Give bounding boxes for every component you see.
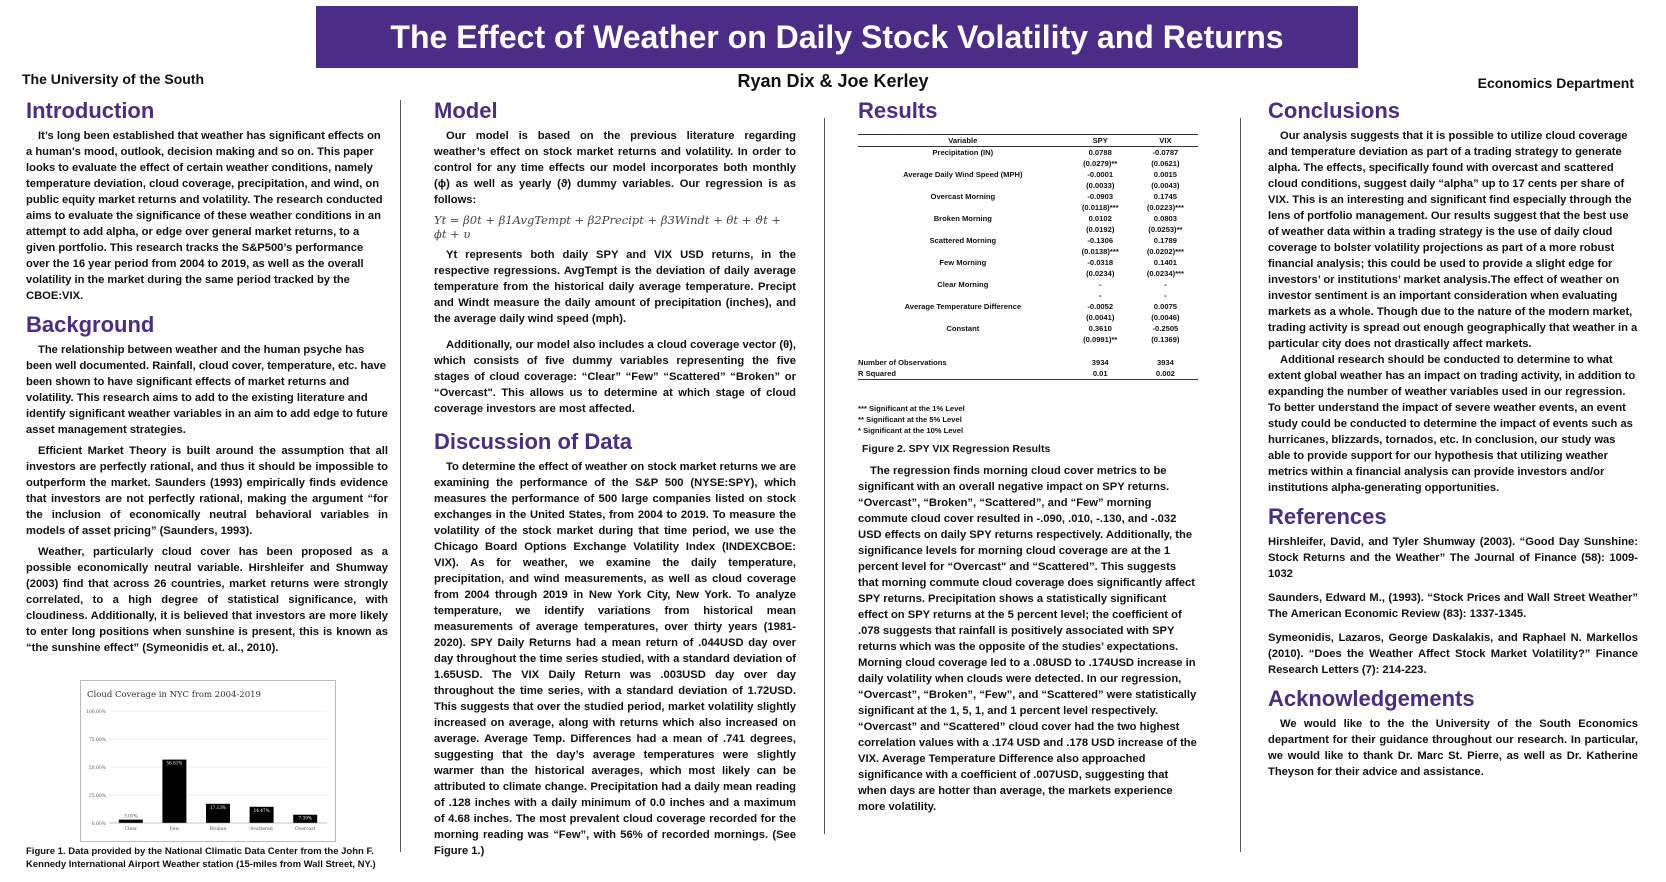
- table-cell-variable: [858, 224, 1068, 235]
- background-heading: Background: [26, 312, 155, 337]
- table-row: [858, 202, 1198, 213]
- table-row: [858, 191, 1198, 202]
- department-name: Economics Department: [1477, 75, 1634, 91]
- conclusions-text-2: Additional research should be conducted to determine to what extent global weather has an impact on trading activity, in addition to expanding the number of weather variables used in our regression. To better understand the impact of severe weather events, an event study could be conducted to determine the impact of events such as hurricanes, blizzards, tornados, etc. In conclusion, our study was able to provide support for our hypothesis that utilizing weather metrics within a financial analysis can provide investors and/or institutions alpha-generating opportunities.: [1268, 354, 1636, 494]
- cloud-coverage-chart-svg: [81, 681, 335, 841]
- results-heading: Results: [858, 98, 938, 123]
- table-row: [858, 235, 1198, 246]
- r-squared-vix: 0.002: [1155, 369, 1175, 378]
- reference-1: Hirshleifer, David, and Tyler Shumway (2003). “Good Day Sunshine: Stock Returns and the Weather” The Journal of Finance (58): 1009-1032: [1268, 536, 1638, 580]
- table-cell-spy: -0.0903: [1087, 192, 1114, 201]
- table-cell-vix: (0.0253)**: [1148, 225, 1183, 234]
- bar-data-label: 17.13%: [210, 804, 226, 810]
- table-row: [858, 224, 1198, 235]
- table-row: [858, 246, 1198, 257]
- x-tick-label: Few: [169, 827, 180, 832]
- table-cell-variable: Average Temperature Difference: [904, 302, 1022, 311]
- table-row: [858, 268, 1198, 279]
- table-cell-variable: [858, 334, 1068, 345]
- table-cell-variable: [858, 158, 1068, 169]
- table-cell-vix: 0.1401: [1153, 258, 1178, 267]
- sig-note-5pct: ** Significant at the 5% Level: [858, 415, 962, 424]
- table-cell-variable: Average Daily Wind Speed (MPH): [903, 170, 1023, 179]
- model-text-1: Our model is based on the previous literature regarding weather’s effect on stock market returns and volatility. In order to control for any time effects our model incorporates both monthly (ϕ) as well as yearly (ϑ) dummy variables. Our regression is as follows:: [434, 130, 796, 206]
- table-cell-variable: [858, 246, 1068, 257]
- column-divider-3: [1240, 118, 1241, 852]
- table-cell-variable: [858, 290, 1068, 301]
- table-cell-variable: Constant: [946, 324, 980, 333]
- table-header-variable: Variable: [858, 135, 1068, 147]
- chart-title: Cloud Coverage in NYC from 2004-2019: [87, 690, 261, 700]
- table-cell-spy: -0.0001: [1087, 170, 1114, 179]
- table-cell-spy: -0.0052: [1087, 302, 1114, 311]
- background-text-1: The relationship between weather and the human psyche has been well documented. Rainfall, cloud cover, temperature, etc. have been shown to have significant effects of market returns and volatility. This research aims to add to the existing literature and identify significant weather variables in an aim to add edge to future asset management strategies.: [26, 344, 388, 436]
- table-header-vix: VIX: [1133, 135, 1198, 147]
- table-cell-variable: Clear Morning: [937, 280, 989, 289]
- table-cell-vix: (0.0621): [1151, 159, 1180, 168]
- table-row: [858, 312, 1198, 323]
- column-4: [1268, 98, 1638, 785]
- university-name: The University of the South: [22, 71, 205, 87]
- x-tick-label: Overcast: [295, 827, 316, 832]
- table-row: [858, 169, 1198, 180]
- table-row: [858, 290, 1198, 301]
- table-cell-spy: (0.0041): [1086, 313, 1115, 322]
- table-cell-variable: Broken Morning: [933, 214, 992, 223]
- y-tick-label: 75.00%: [88, 738, 106, 743]
- table-row: [858, 279, 1198, 290]
- table-row: [858, 180, 1198, 191]
- reference-3: Symeonidis, Lazaros, George Daskalakis, and Raphael N. Markellos (2010). “Does the Weather Affect Stock Market Volatility?” Finance Research Letters (7): 214-223.: [1268, 632, 1638, 676]
- x-tick-label: Clear: [124, 827, 137, 832]
- reference-2: Saunders, Edward M., (1993). “Stock Prices and Wall Street Weather” The American Economic Review (83): 1337-1345.: [1268, 592, 1638, 620]
- discussion-text: To determine the effect of weather on stock market returns we are examining the performance of the S&P 500 (NYSE:SPY), which measures the performance of 500 large companies listed on stock exchanges in the United States, from 2004 to 2019. To measure the volatility of the stock market during that time period, we use the Chicago Board Options Exchange Volatility Index (INDEXCBOE: VIX). As for weather, we examine the daily temperature, precipitation, and wind measurements, as well as cloud coverage from 2004 through 2019 in New York City, New York. To analyze temperature, we identify variations from historical mean measurements of average temperatures, over thirty years (1981-2020). SPY Daily Returns had a mean return of .044USD day over day throughout the time series studied, with a standard deviation of 1.65USD. The VIX Daily Return was .003USD day over day throughout the time series, with a standard deviation of 1.72USD. This suggests that over the studied period, market volatility slightly increased on average, along with returns which also increased on average. Average Temp. Differences had a mean of .741 degrees, suggesting that the day’s average temperatures were slightly warmer than the historical averages, which most likely can be attributed to climate change. Precipitation had a daily mean reading of .128 inches with a daily minimum of 0.0 inches and a maximum of 4.68 inches. The most prevalent cloud coverage recorded for the morning reading was “Few”, with 56% of recorded mornings. (See Figure 1.): [434, 461, 796, 857]
- background-text-2: Efficient Market Theory is built around the assumption that all investors are perfectly rational, and thus it should be impossible to outperform the market. Saunders (1993) empirically finds evidence that investors are not perfectly rational, making the argument “for the inclusion of economically neutral behavioral variables in models of asset pricing” (Saunders, 1993).: [26, 445, 388, 537]
- table-cell-spy: (0.0279)**: [1083, 159, 1118, 168]
- y-tick-label: 25.00%: [88, 794, 106, 799]
- r-squared-label: R Squared: [858, 369, 896, 378]
- table-cell-vix: (0.0046): [1151, 313, 1180, 322]
- column-divider-2: [824, 118, 825, 834]
- x-tick-label: Broken: [209, 827, 227, 832]
- model-text-2: Yt represents both daily SPY and VIX USD returns, in the respective regressions. AvgTempt is the deviation of daily average temperature from the historical daily average temperature. Precipt and Windt measure the daily amount of precipitation (inches), and the average daily wind speed (mph).: [434, 249, 796, 325]
- table-row: [858, 323, 1198, 334]
- table-cell-spy: (0.0118)***: [1081, 203, 1119, 212]
- column-3: [858, 98, 1198, 128]
- conclusions-text-1: Our analysis suggests that it is possible to utilize cloud coverage and temperature deviation as part of a trading strategy to generate alpha. The effects, specifically found with overcast and scattered cloud conditions, suggest daily “alpha” up to 17 cents per share of VIX. This is an interesting and significant find especially through the lens of portfolio management. Our results suggest that the best use of weather data within a trading strategy is the use of daily cloud coverage to bolster volatility projections as part of a more robust financial analysis; this could be used to provide a slight edge for investors’ or institutions’ market analysis.The effect of weather on investor sentiment is an important consideration when evaluating markets as a whole. Though due to the nature of the modern market, trading activity is spread out enough geographically that weather in a particular city does not drastically affect markets.: [1268, 130, 1638, 350]
- table-cell-vix: 0.1789: [1153, 236, 1178, 245]
- table-cell-vix: 0.0075: [1153, 302, 1178, 311]
- table-row: [858, 301, 1198, 312]
- background-text-3: Weather, particularly cloud cover has been proposed as a possible economically neutral variable. Hirshleifer and Shumway (2003) find that across 26 countries, market returns were strongly correlated, to a high degree of statistical significance, with cloudiness. Additionally, it is believed that investors are more likely to enter long positions when sunshine is present, this is known as “the sunshine effect” (Symeonidis et. al., 2010).: [26, 546, 388, 654]
- column-divider-1: [400, 100, 401, 852]
- y-tick-label: 100.00%: [85, 710, 106, 715]
- bar-data-label: 14.47%: [253, 807, 270, 813]
- bar-data-label: 3.01%: [124, 813, 138, 819]
- table-cell-vix: 0.1745: [1153, 192, 1178, 201]
- bar-data-label: 56.61%: [166, 760, 183, 766]
- table-cell-spy: -: [1098, 280, 1102, 289]
- table-row: [858, 257, 1198, 268]
- table-cell-spy: 0.0102: [1088, 214, 1112, 223]
- table-cell-spy: (0.0991)**: [1083, 335, 1118, 344]
- table-cell-spy: 0.0788: [1088, 148, 1112, 157]
- table-cell-spy: 0.3610: [1088, 324, 1112, 333]
- cloud-coverage-chart: [80, 680, 336, 842]
- table-cell-vix: (0.0202)***: [1146, 247, 1184, 256]
- table-cell-vix: -0.2505: [1152, 324, 1179, 333]
- regression-table: [858, 134, 1198, 380]
- bar-data-label: 7.39%: [298, 815, 312, 821]
- table-row: [858, 147, 1198, 159]
- table-cell-spy: (0.0234): [1086, 269, 1115, 278]
- sig-note-1pct: *** Significant at the 1% Level: [858, 404, 965, 413]
- table-cell-vix: -: [1164, 291, 1167, 300]
- table-cell-vix: (0.1369): [1151, 335, 1180, 344]
- acknowledgements-heading: Acknowledgements: [1268, 686, 1475, 711]
- y-tick-label: 0.00%: [91, 822, 106, 827]
- r-squared-spy: 0.01: [1092, 369, 1108, 378]
- regression-formula: Yt = β0t + β1AvgTempt + β2Precipt + β3Windt + θt + ϑt + ϕt + υ: [434, 213, 782, 241]
- introduction-text: It’s long been established that weather has significant effects on a human's mood, outlook, decision making and so on. This paper looks to evaluate the effect of certain weather conditions, namely temperature deviation, cloud coverage, precipitation, and wind, on public equity market returns and volatility. The research conducted aims to evaluate the significance of these weather conditions in an attempt to add alpha, or edge over general market returns, to a given portfolio. This research tracks the S&P500’s performance over the 16 year period from 2004 to 2019, as well as the overall volatility in the market during the same period tracked by the CBOE:VIX.: [26, 130, 383, 302]
- figure-2-caption: Figure 2. SPY VIX Regression Results: [862, 443, 1051, 455]
- table-row: [858, 158, 1198, 169]
- y-tick-label: 50.00%: [88, 766, 106, 771]
- table-cell-variable: [858, 202, 1068, 213]
- table-cell-variable: Few Morning: [939, 258, 987, 267]
- table-cell-variable: [858, 180, 1068, 191]
- discussion-heading: Discussion of Data: [434, 429, 633, 454]
- column-1: [26, 98, 388, 661]
- observations-vix: 3934: [1156, 358, 1174, 367]
- bar: [162, 760, 186, 823]
- column-2: [434, 98, 796, 864]
- table-cell-spy: (0.0033): [1086, 181, 1115, 190]
- model-text-3: Additionally, our model also includes a cloud coverage vector (θ), which consists of five dummy variables representing the five stages of cloud coverage: “Clear” “Few” “Scattered” “Broken” or “Overcast". This allows us to determine at which stage of cloud coverage investors are most affected.: [434, 339, 796, 415]
- table-cell-vix: (0.0043): [1151, 181, 1180, 190]
- table-row: [858, 334, 1198, 345]
- table-cell-vix: (0.0234)***: [1146, 269, 1184, 278]
- title-banner: [316, 6, 1358, 68]
- table-cell-vix: 0.0015: [1153, 170, 1178, 179]
- table-row: [858, 213, 1198, 224]
- table-cell-vix: (0.0223)***: [1146, 203, 1184, 212]
- model-heading: Model: [434, 98, 498, 123]
- table-cell-vix: -: [1164, 280, 1167, 289]
- table-cell-spy: (0.0192): [1086, 225, 1115, 234]
- sig-note-10pct: * Significant at the 10% Level: [858, 426, 964, 435]
- introduction-heading: Introduction: [26, 98, 155, 123]
- table-header-spy: SPY: [1068, 135, 1133, 147]
- table-cell-vix: -0.0787: [1152, 148, 1179, 157]
- table-cell-variable: Precipitation (IN): [932, 148, 994, 157]
- observations-spy: 3934: [1091, 358, 1109, 367]
- x-tick-label: Scattered: [250, 827, 273, 832]
- results-text: The regression finds morning cloud cover metrics to be significant with an overall negative impact on SPY returns. “Overcast”, “Broken”, “Scattered”, and “Few” morning commute cloud cover resulted in -.090, .010, -.130, and -.032 USD effects on daily SPY returns respectively. Additionally, the significance levels for morning cloud coverage are at the 1 percent level for “Overcast" and “Scattered”. This suggests that morning commute cloud coverage does significantly affect SPY returns. Precipitation shows a statistically significant effect on SPY returns at the 5 percent level; the coefficient of .078 suggests that rainfall is positively associated with SPY returns which was the opposite of the studies’ expectations. Morning cloud coverage led to a .08USD to .174USD increase in daily volatility when clouds were detected. In our regression, “Overcast”, “Broken”, “Few”, and “Scattered” were statistically significant at the 1, 5, 1, and 1 percent level respectively. “Overcast” and “Scattered” cloud cover had the two highest correlation values with a .174 USD and .178 USD increase of the VIX. Average Temperature Difference also approached significance with a coefficient of .007USD, suggesting that when days are hotter than average, the markets experience more volatility.: [858, 465, 1197, 813]
- table-cell-spy: -0.0318: [1087, 258, 1114, 267]
- table-cell-spy: (0.0138)***: [1081, 247, 1119, 256]
- observations-label: Number of Observations: [858, 358, 947, 367]
- table-cell-variable: [858, 312, 1068, 323]
- table-cell-spy: -: [1098, 291, 1102, 300]
- significance-notes: [858, 403, 965, 436]
- figure-1-caption: Figure 1. Data provided by the National Climatic Data Center from the John F. Kennedy International Airport Weather station (15-miles from Wall Street, NY.): [26, 846, 376, 870]
- acknowledgements-text: We would like to the the University of the South Economics department for their guidance throughout our research. In particular, we would like to thank Dr. Marc St. Pierre, as well as Dr. Katherine Theyson for their advice and assistance.: [1268, 718, 1638, 778]
- authors: Ryan Dix & Joe Kerley: [737, 71, 929, 91]
- table-cell-variable: [858, 268, 1068, 279]
- poster-title: The Effect of Weather on Daily Stock Volatility and Returns: [390, 19, 1284, 55]
- bar: [119, 820, 143, 823]
- table-cell-variable: Scattered Morning: [929, 236, 997, 245]
- references-heading: References: [1268, 504, 1387, 529]
- table-cell-vix: 0.0803: [1153, 214, 1178, 223]
- table-cell-variable: Overcast Morning: [930, 192, 996, 201]
- conclusions-heading: Conclusions: [1268, 98, 1401, 123]
- table-cell-spy: -0.1306: [1087, 236, 1114, 245]
